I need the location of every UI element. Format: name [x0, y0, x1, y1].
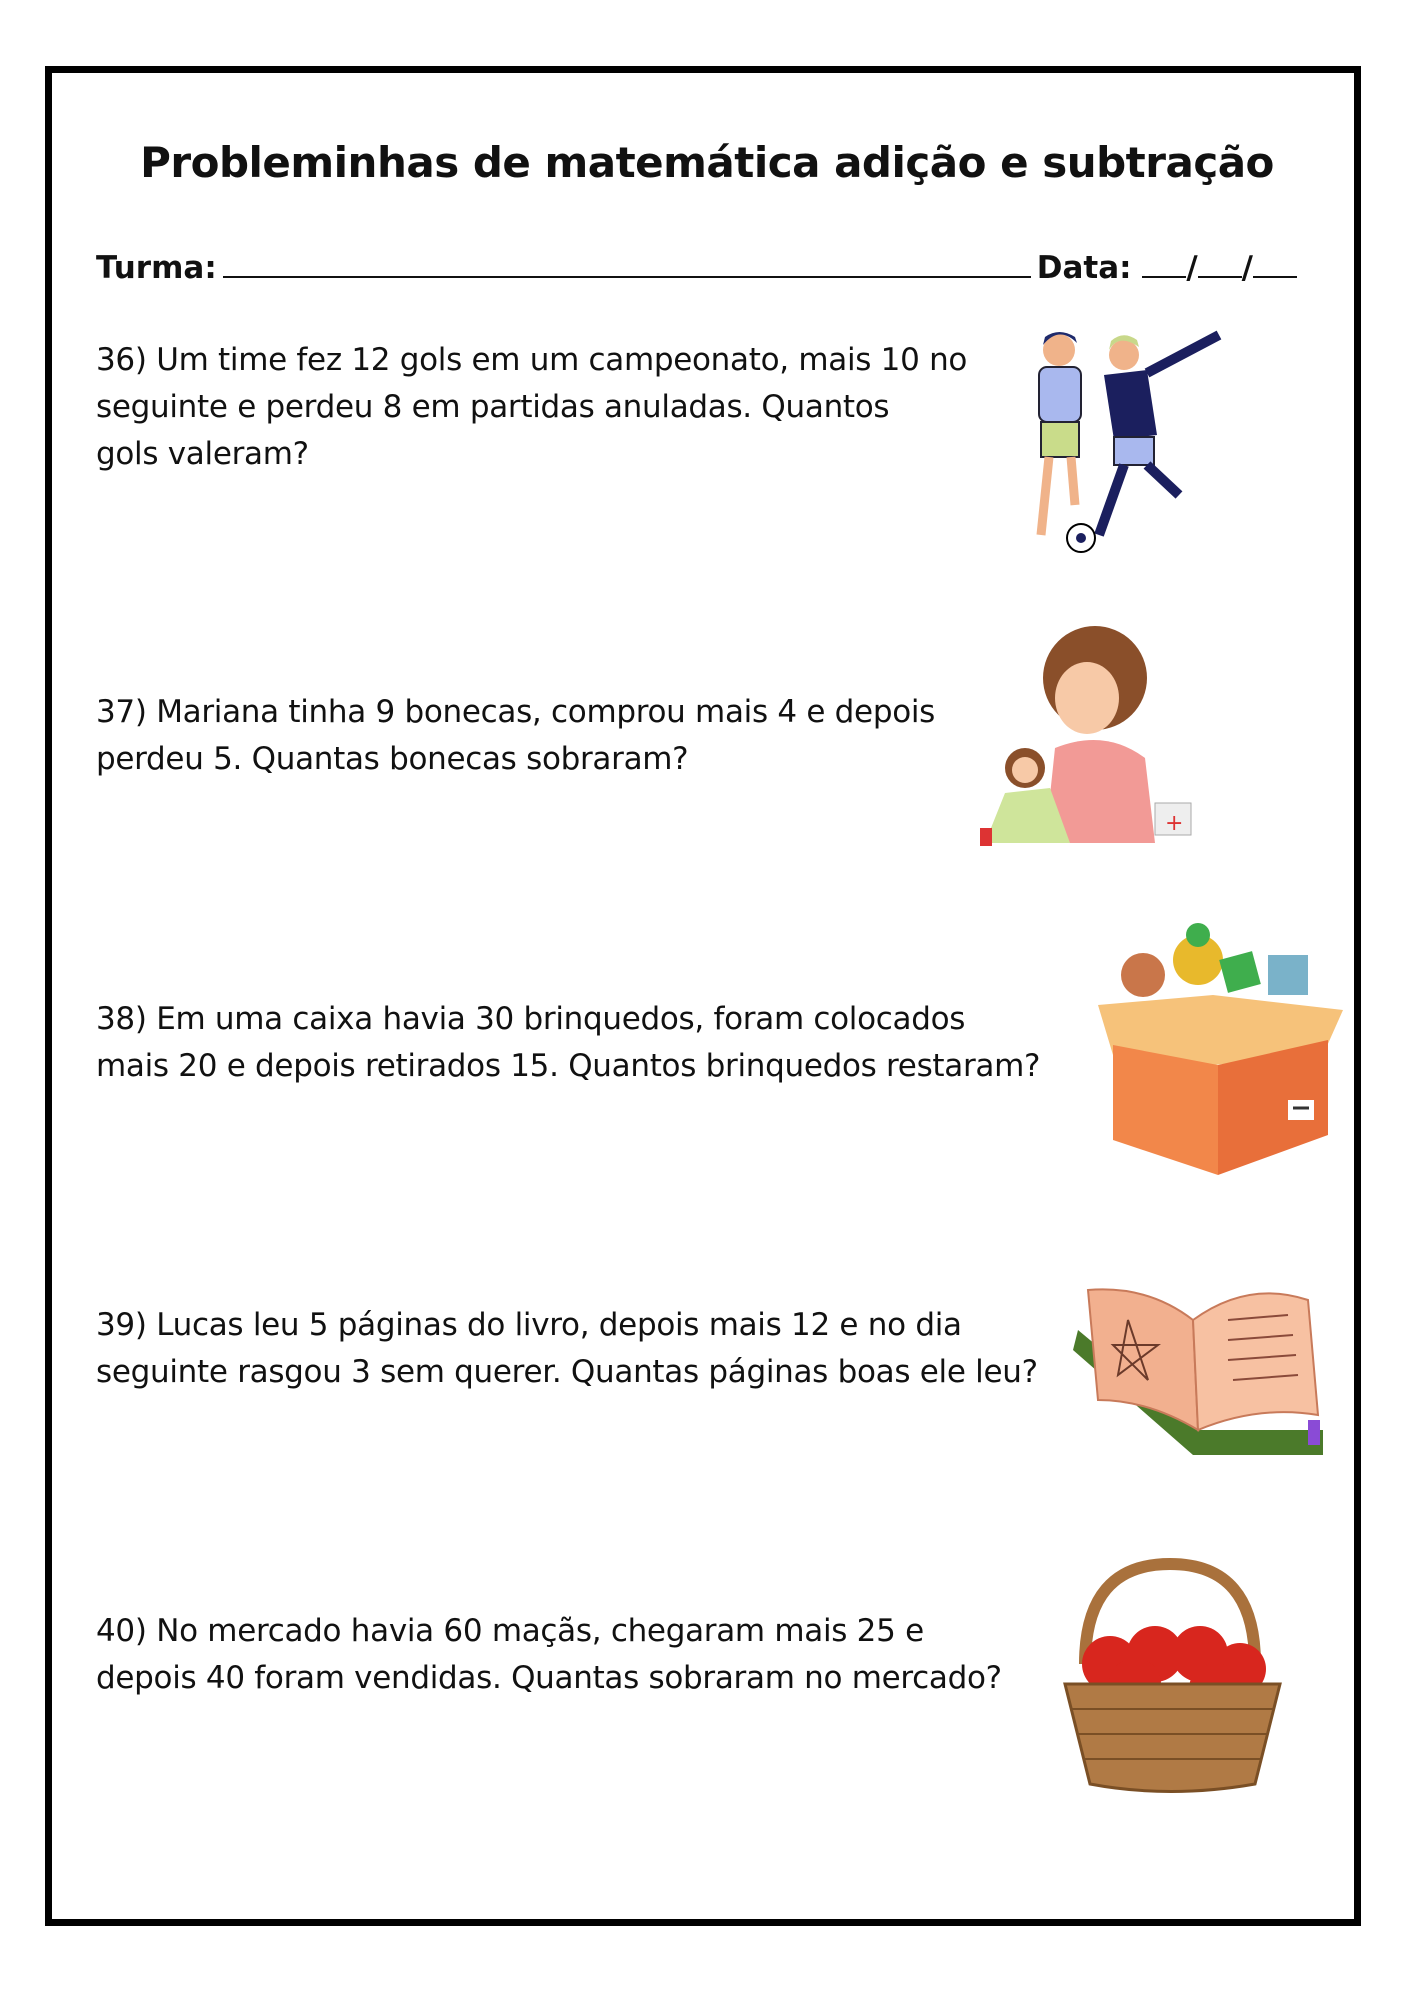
question-38 — [96, 996, 1040, 1090]
question-text: 37) Mariana tinha 9 bonecas, comprou mais 4 e depois — [96, 694, 936, 730]
date-separator: / — [1186, 250, 1198, 286]
question-36 — [96, 337, 967, 478]
svg-text:+: + — [1165, 811, 1184, 836]
question-text: seguinte e perdeu 8 em partidas anuladas. Quantos — [96, 389, 890, 425]
question-text: seguinte rasgou 3 sem querer. Quantas páginas boas ele leu? — [96, 1354, 1038, 1390]
question-text: 38) Em uma caixa havia 30 brinquedos, foram colocados — [96, 1001, 966, 1037]
question-text: 40) No mercado havia 60 maçãs, chegaram mais 25 e — [96, 1613, 924, 1649]
date-day-blank[interactable] — [1142, 246, 1186, 278]
header-fields — [96, 246, 1297, 286]
apple-basket-icon — [1055, 1554, 1290, 1799]
date-label: Data: — [1036, 250, 1132, 286]
question-text: gols valeram? — [96, 436, 309, 472]
question-text: 39) Lucas leu 5 páginas do livro, depois mais 12 e no dia — [96, 1307, 962, 1343]
class-label: Turma: — [96, 250, 217, 286]
date-year-blank[interactable] — [1253, 246, 1297, 278]
question-37 — [96, 689, 935, 783]
question-text: perdeu 5. Quantas bonecas sobraram? — [96, 741, 689, 777]
question-text: 36) Um time fez 12 gols em um campeonato, mais 10 no — [96, 342, 968, 378]
date-separator: / — [1241, 250, 1253, 286]
page-title: Probleminhas de matemática adição e subtração — [140, 138, 1274, 187]
question-40 — [96, 1608, 1002, 1702]
open-book-icon — [1068, 1280, 1333, 1470]
toy-box-icon — [1083, 915, 1358, 1180]
question-text: mais 20 e depois retirados 15. Quantos brinquedos restaram? — [96, 1048, 1041, 1084]
girl-with-doll-icon — [975, 618, 1200, 858]
class-input-line[interactable] — [223, 246, 1031, 278]
date-month-blank[interactable] — [1198, 246, 1242, 278]
question-39 — [96, 1302, 1038, 1396]
question-text: depois 40 foram vendidas. Quantas sobraram no mercado? — [96, 1660, 1002, 1696]
soccer-players-icon — [1019, 325, 1239, 565]
